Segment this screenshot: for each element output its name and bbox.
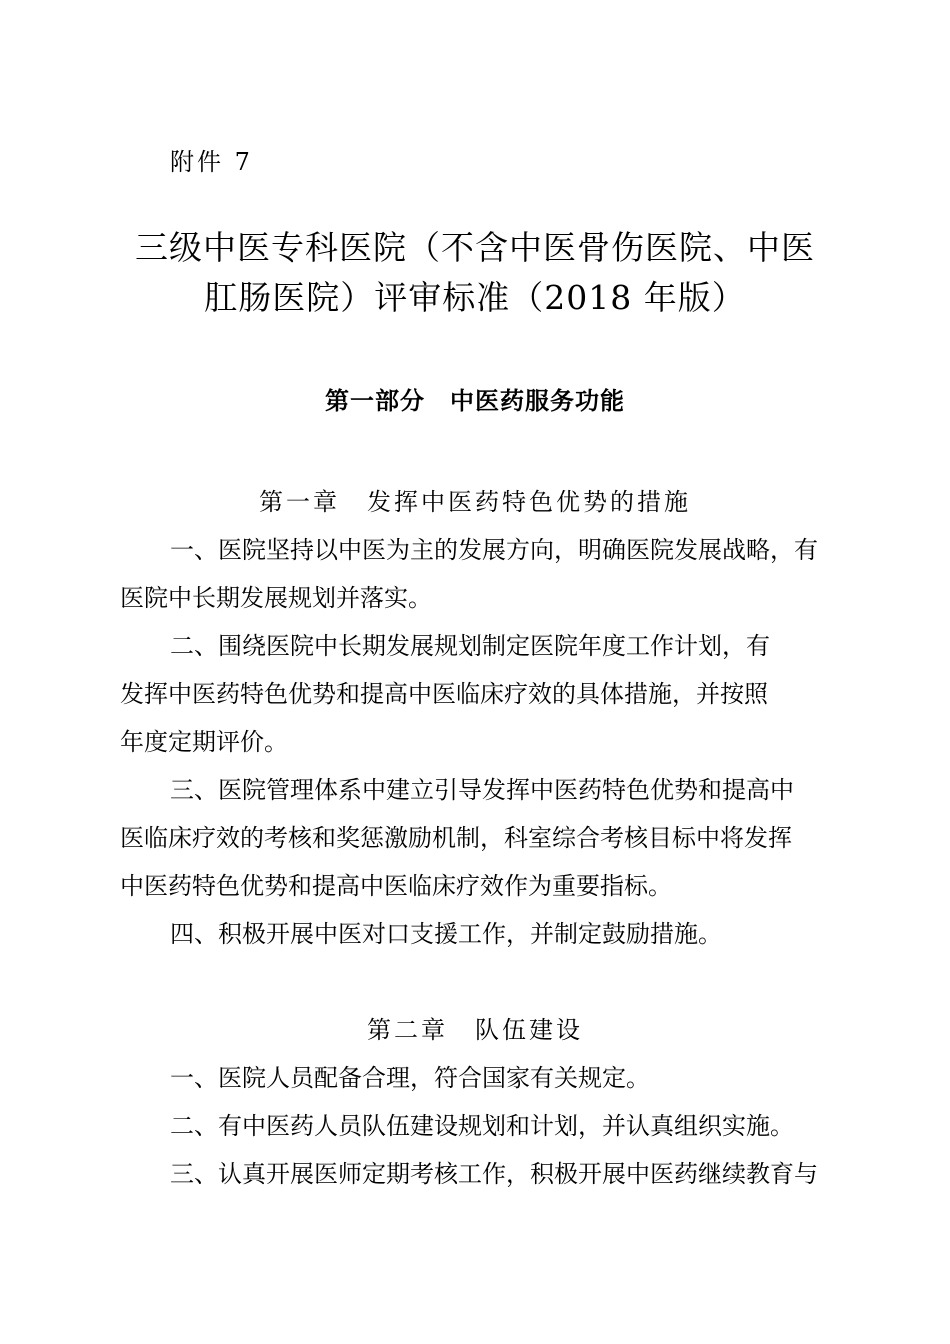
attachment-label: 附件 7 — [170, 148, 253, 176]
paragraph-line: 发挥中医药特色优势和提高中医临床疗效的具体措施，并按照 — [120, 680, 768, 708]
paragraph-line: 一、医院人员配备合理，符合国家有关规定。 — [170, 1064, 650, 1092]
paragraph-line: 四、积极开展中医对口支援工作，并制定鼓励措施。 — [170, 920, 722, 948]
part-heading: 第一部分 中医药服务功能 — [325, 387, 625, 415]
chapter-1-heading: 第一章 发挥中医药特色优势的措施 — [259, 488, 691, 516]
paragraph-line: 二、有中医药人员队伍建设规划和计划，并认真组织实施。 — [170, 1112, 794, 1140]
document-title-line-1: 三级中医专科医院（不含中医骨伤医院、中医 — [135, 228, 815, 267]
paragraph-line: 医临床疗效的考核和奖惩激励机制，科室综合考核目标中将发挥 — [120, 824, 792, 852]
chapter-2-heading: 第二章 队伍建设 — [367, 1016, 583, 1044]
paragraph-line: 医院中长期发展规划并落实。 — [120, 584, 432, 612]
paragraph-line: 中医药特色优势和提高中医临床疗效作为重要指标。 — [120, 872, 672, 900]
document-title-line-2: 肛肠医院）评审标准（2018 年版） — [204, 278, 746, 317]
paragraph-line: 一、医院坚持以中医为主的发展方向，明确医院发展战略，有 — [170, 536, 818, 564]
paragraph-line: 三、医院管理体系中建立引导发挥中医药特色优势和提高中 — [170, 776, 794, 804]
paragraph-line: 二、围绕医院中长期发展规划制定医院年度工作计划，有 — [170, 632, 770, 660]
paragraph-line: 年度定期评价。 — [120, 728, 288, 756]
paragraph-line: 三、认真开展医师定期考核工作，积极开展中医药继续教育与 — [170, 1160, 818, 1188]
